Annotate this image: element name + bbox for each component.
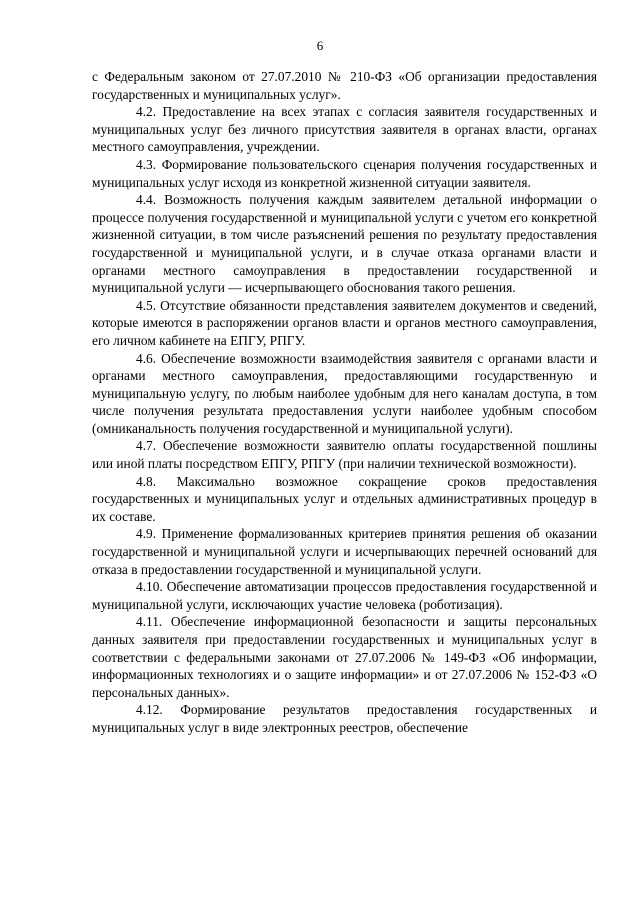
paragraph-4-11: 4.11. Обеспечение информационной безопасности и защиты персональных данных заявителя при предоставлении государственных и муниципальных услуг в соответствии с федеральными законами от 27.07.2006 № 149-ФЗ «Об информации, информационных технологиях и о защите информации» и от 27.07.2006 № 152-ФЗ «О персональных данных». [92, 614, 597, 700]
paragraph-4-12: 4.12. Формирование результатов предоставления государственных и муниципальных услуг в виде электронных реестров, обеспечение [92, 702, 597, 735]
paragraph-4-8: 4.8. Максимально возможное сокращение сроков предоставления государственных и муниципальных услуг и отдельных административных процедур в их составе. [92, 473, 597, 524]
paragraph-4-5: 4.5. Отсутствие обязанности представления заявителем документов и сведений, которые имеются в распоряжении органов власти и органов местного самоуправления, его личном кабинете на ЕПГУ, РПГУ. [92, 297, 597, 348]
paragraph-4-2: 4.2. Предоставление на всех этапах с согласия заявителя государственных и муниципальных услуг без личного присутствия заявителя в органах власти, органах местного самоуправления, учреждении. [92, 104, 597, 155]
paragraph-4-7: 4.7. Обеспечение возможности заявителю оплаты государственной пошлины или иной платы посредством ЕПГУ, РПГУ (при наличии технической возможности). [92, 438, 597, 472]
paragraph-4-3: 4.3. Формирование пользовательского сценария получения государственных и муниципальных услуг исходя из конкретной жизненной ситуации заявителя. [92, 156, 597, 190]
page-number: 6 [316, 38, 324, 53]
paragraph-4-6: 4.6. Обеспечение возможности взаимодействия заявителя с органами власти и органами местного самоуправления, предоставляющими государственную и муниципальную услугу, по любым наиболее удобным для него каналам доступа, в том числе получения результата предоставления услуги наиболее удобным способом (омниканальность получения государственной и муниципальной услуги). [92, 350, 597, 436]
paragraph-continuation: с Федеральным законом от 27.07.2010 № 210-ФЗ «Об организации предоставления государственных и муниципальных услуг». [92, 69, 597, 102]
document-body [92, 68, 597, 737]
paragraph-4-10: 4.10. Обеспечение автоматизации процессов предоставления государственной и муниципальной услуги, исключающих участие человека (роботизация). [92, 579, 597, 612]
paragraph-4-9: 4.9. Применение формализованных критериев принятия решения об оказании государственной и муниципальной услуги и исчерпывающих перечней оснований для отказа в предоставлении государственной и муниципальной услуги. [92, 526, 597, 577]
paragraph-4-4: 4.4. Возможность получения каждым заявителем детальной информации о процессе получения государственной и муниципальной услуги с учетом его конкретной жизненной ситуации, в том числе разъяснений решения по результату предоставления государственной и муниципальной услуги, и в случае отказа органами власти и органами местного самоуправления в предоставлении государственной и муниципальной услуги — исчерпывающего обоснования такого решения. [92, 192, 597, 296]
